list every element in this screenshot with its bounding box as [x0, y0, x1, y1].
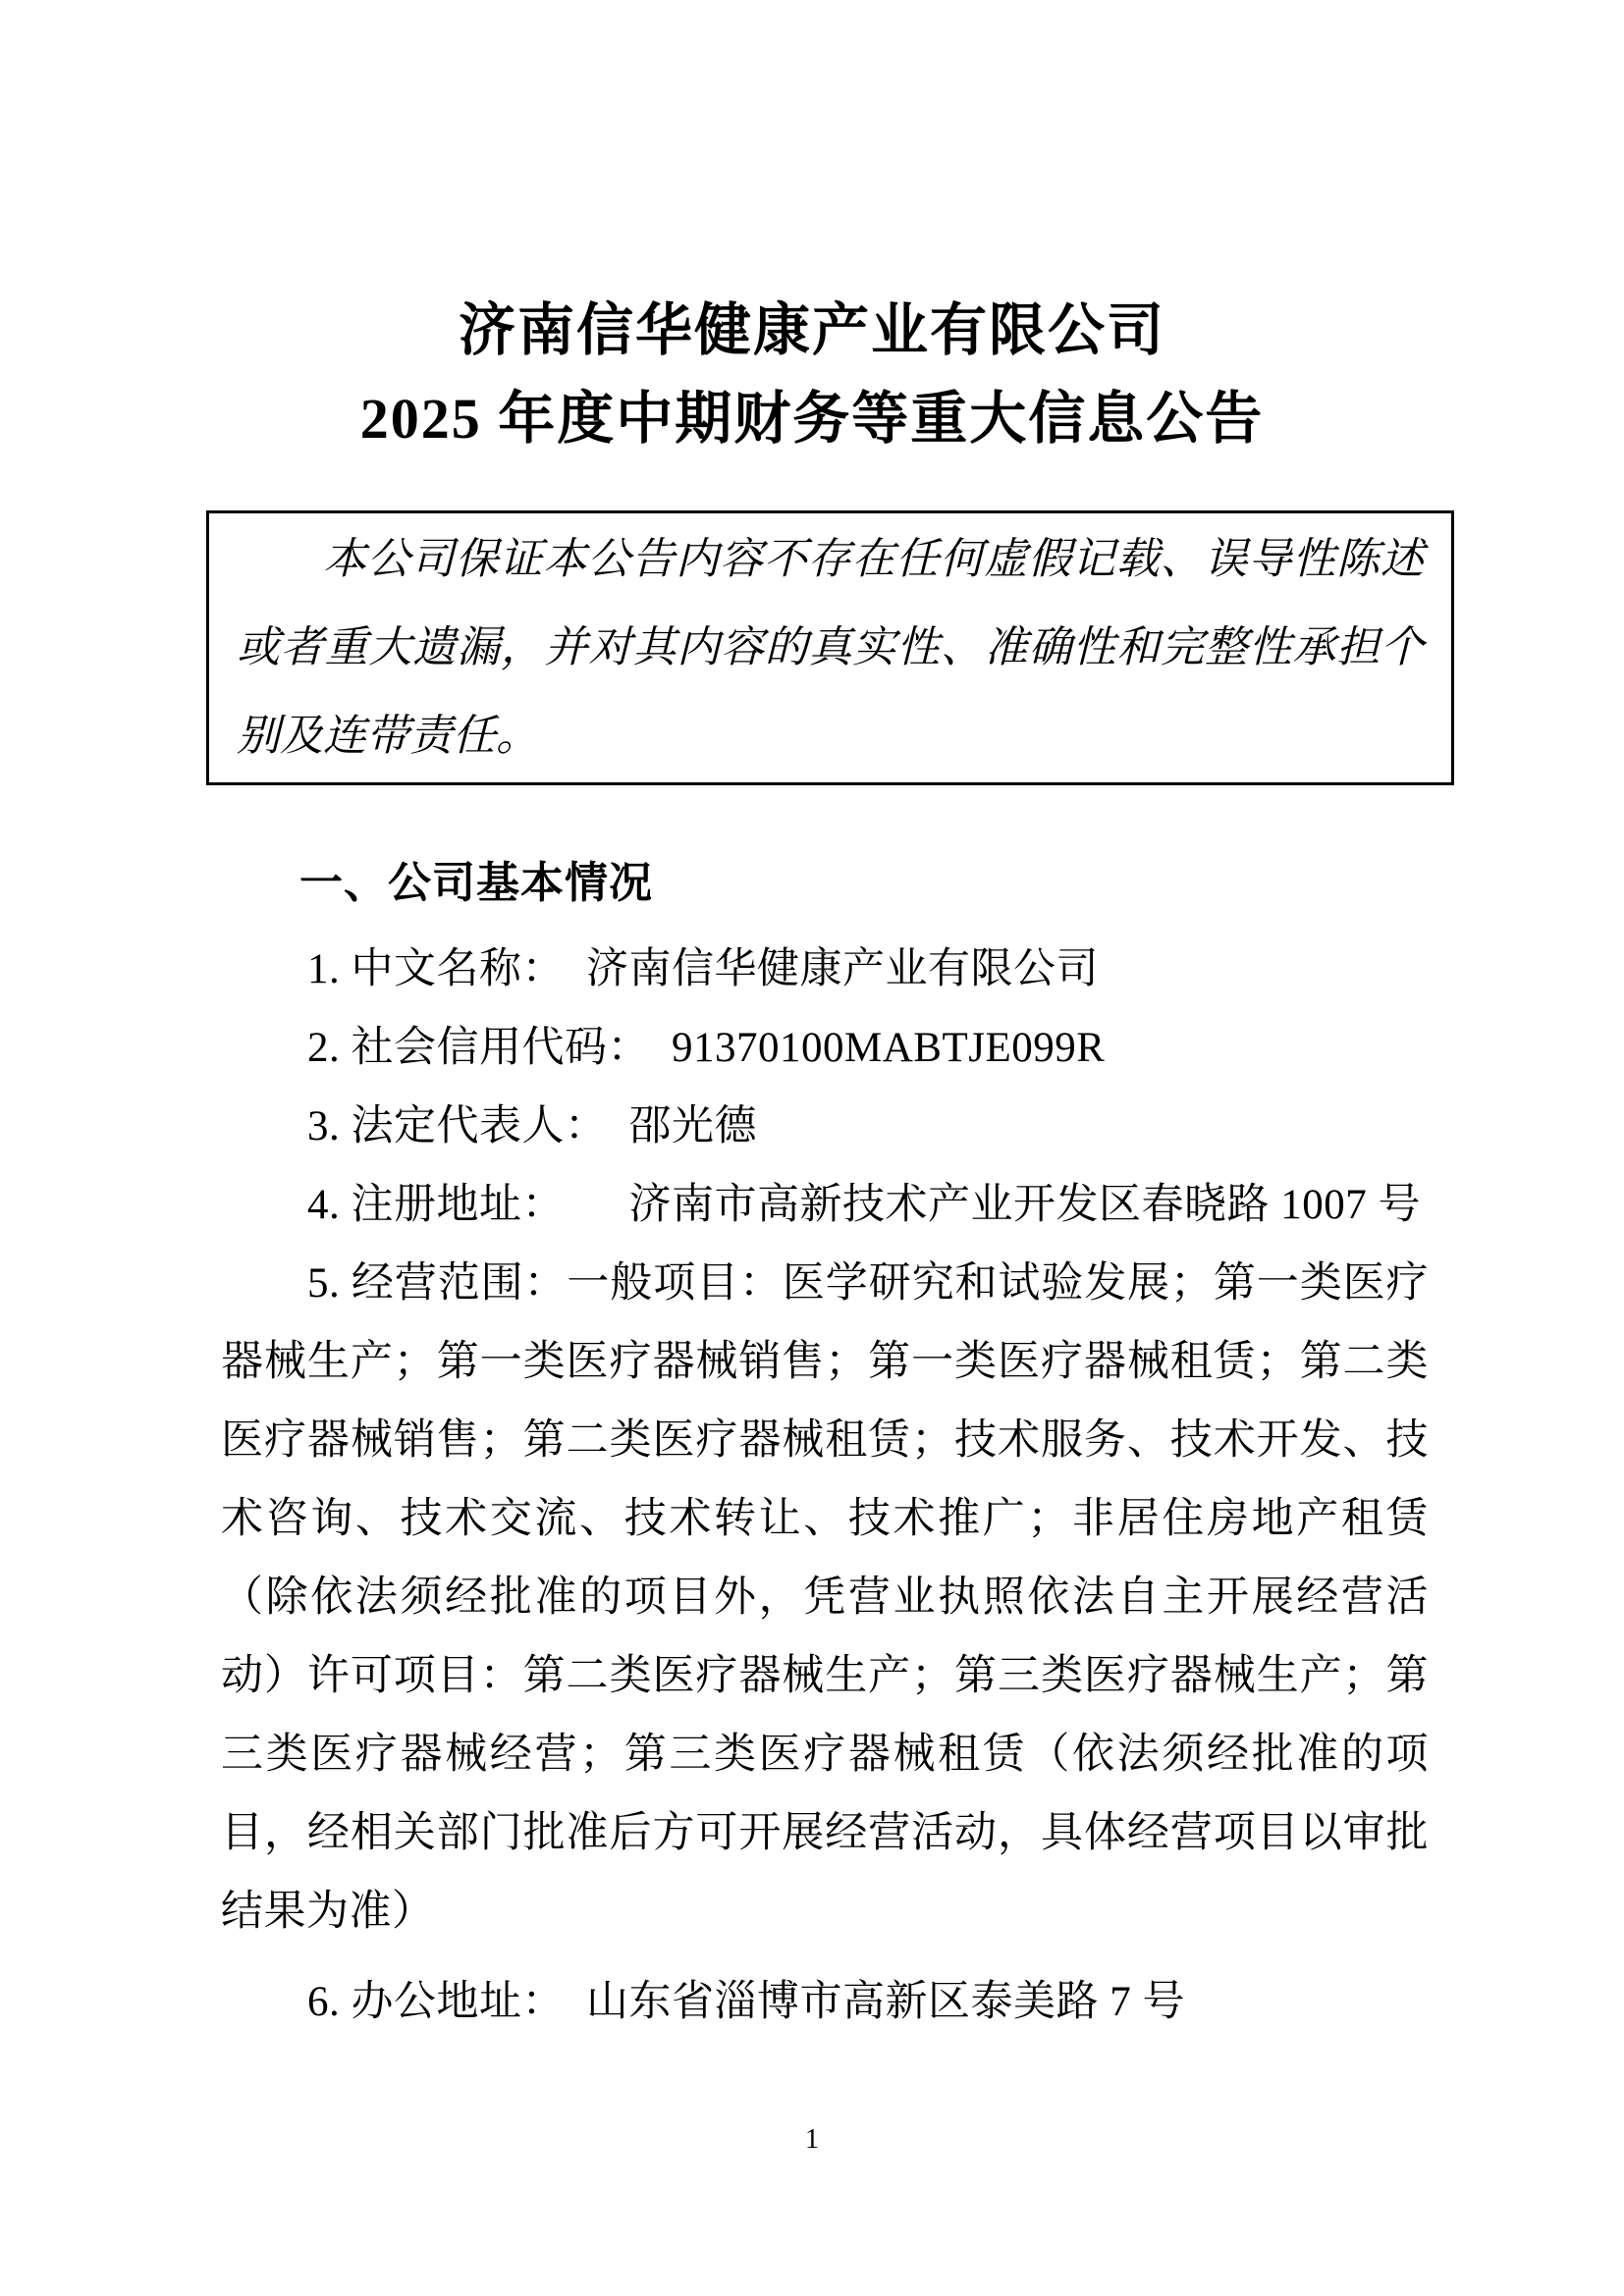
list-item-chinese-name: 1. 中文名称： 济南信华健康产业有限公司 — [307, 946, 1099, 992]
section-heading-company-basics: 一、公司基本情况 — [299, 859, 653, 907]
disclaimer-text: 本公司保证本公告内容不存在任何虚假记载、误导性陈述或者重大遗漏，并对其内容的真实性、准确性和完整性承担个别及连带责任。 — [237, 535, 1424, 760]
list-item-business-scope: 5. 经营范围：一般项目：医学研究和试验发展；第一类医疗器械生产；第一类医疗器械销售；第一类医疗器械租赁；第二类医疗器械销售；第二类医疗器械租赁；技术服务、技术开发、技术咨询、技术交流、技术转让、技术推广；非居住房地产租赁（除依法须经批准的项目外，凭营业执照依法自主开展经营活动）许可项目：第二类医疗器械生产；第三类医疗器械生产；第三类医疗器械经营；第三类医疗器械租赁（依法须经批准的项目，经相关部门批准后方可开展经营活动，具体经营项目以审批结果为准） — [221, 1260, 1429, 1935]
page-number: 1 — [805, 2124, 819, 2155]
title-line-company-name: 济南信华健康产业有限公司 — [458, 298, 1165, 362]
page-footer — [0, 2124, 1624, 2156]
list-item-registered-address: 4. 注册地址： 济南市高新技术产业开发区春晓路 1007 号 — [307, 1182, 1421, 1228]
company-info-list — [221, 931, 1429, 2042]
list-item-office-address: 6. 办公地址： 山东省淄博市高新区泰美路 7 号 — [307, 1979, 1185, 2025]
list-item-credit-code: 2. 社会信用代码： 91370100MABTJE099R — [307, 1025, 1106, 1071]
list-item-legal-representative: 3. 法定代表人： 邵光德 — [307, 1103, 757, 1149]
title-line-announcement-subject: 2025 年度中期财务等重大信息公告 — [359, 387, 1265, 451]
disclaimer-box — [206, 510, 1454, 785]
document-title — [0, 287, 1624, 463]
